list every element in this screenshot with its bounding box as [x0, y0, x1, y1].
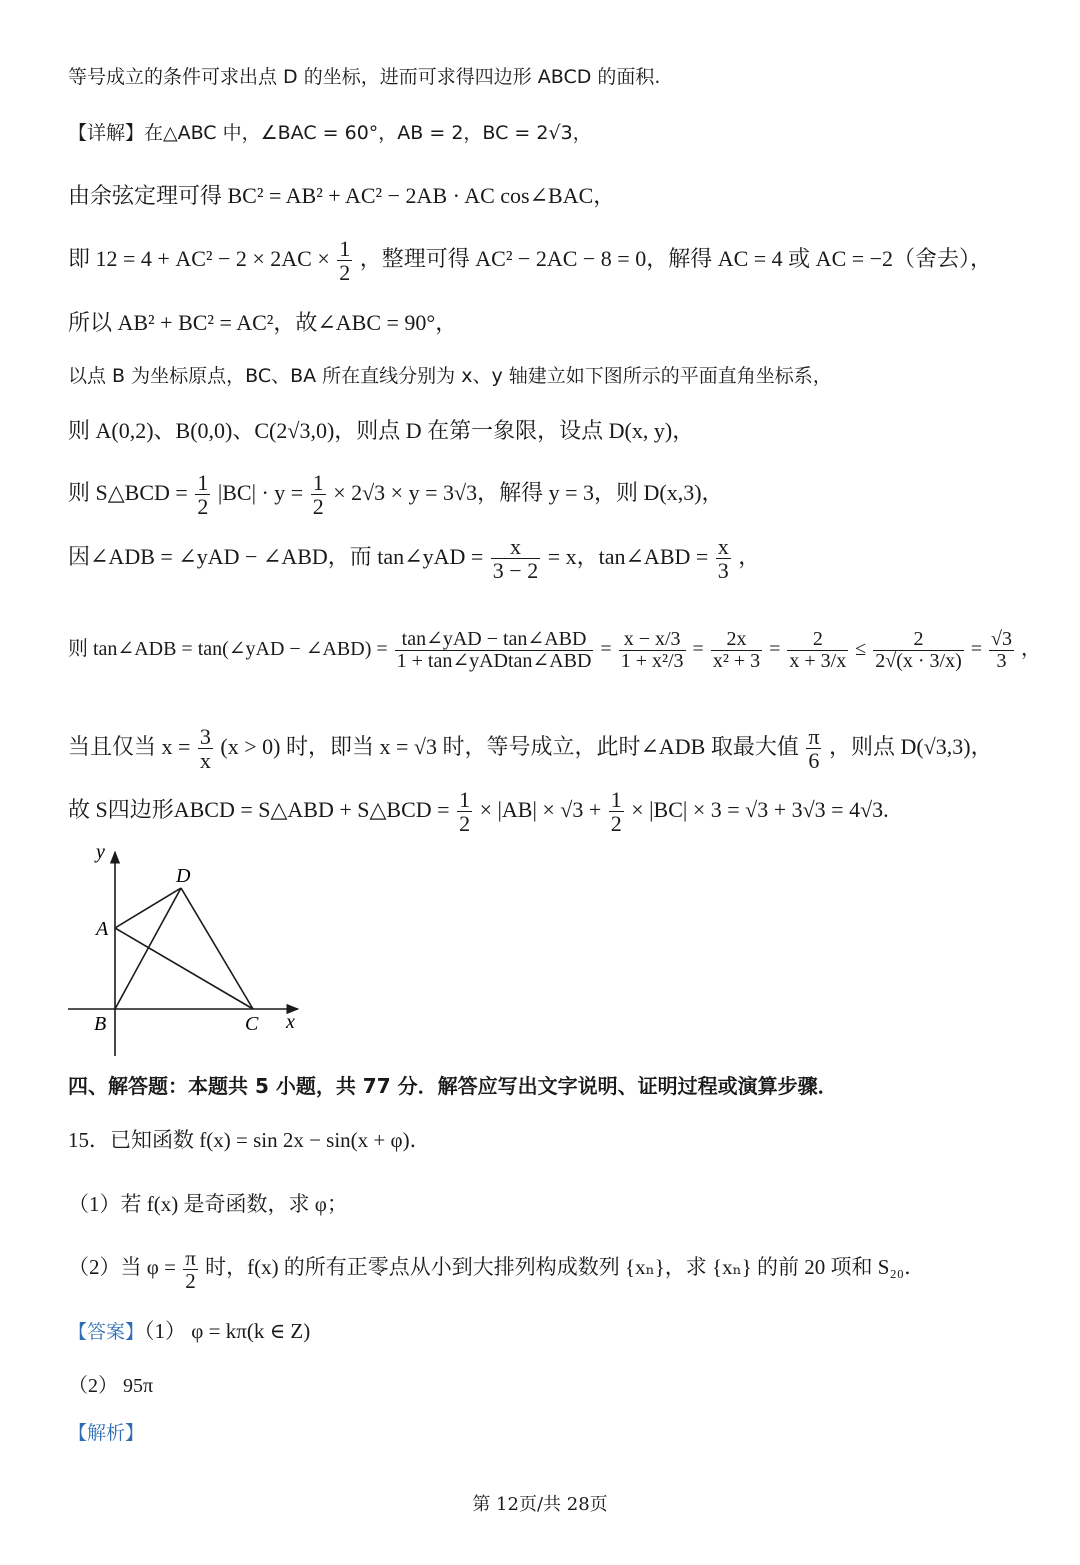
fraction-den: 2 [339, 260, 351, 286]
fraction-num: π [185, 1245, 196, 1270]
question-15-part-1: （1）若 f(x) 是奇函数，求 φ； [68, 1192, 348, 1216]
fraction-num: 2 [787, 629, 848, 651]
point-c-label: C [245, 1013, 259, 1035]
point-b-label: B [94, 1013, 107, 1035]
equals: = [600, 638, 612, 660]
fraction-num: 2 [873, 629, 964, 651]
fraction-num: x [491, 535, 540, 559]
fraction-num: 1 [339, 236, 351, 262]
segment-ac [115, 928, 253, 1009]
fraction-den: 1 + tan∠yADtan∠ABD [396, 649, 592, 672]
fraction-big [395, 629, 594, 672]
fraction-den: 3 [996, 649, 1007, 672]
text-line-11a: 当且仅当 x = [68, 734, 191, 759]
text-line-11b: (x > 0) 时，即当 x = √3 时，等号成立，此时∠ADB 取最大值 [220, 734, 799, 759]
fraction-step1 [619, 629, 686, 672]
fraction-half [337, 237, 352, 284]
equals: = [692, 638, 704, 660]
fraction-step2 [711, 629, 762, 672]
fraction-num: 1 [610, 787, 622, 813]
leq-sign: ≤ [855, 638, 867, 660]
fraction-den: 1 + x²/3 [620, 649, 684, 672]
answer-line [68, 1316, 310, 1347]
answer-2: （2） 95π [68, 1375, 154, 1397]
text-line-12a: 故 S四边形ABCD = S△ABD + S△BCD = [68, 797, 450, 822]
fraction-pi-6 [806, 725, 821, 772]
text-line-8 [68, 466, 724, 520]
fraction-den: 2 [312, 494, 324, 520]
fraction-num: 1 [197, 470, 209, 496]
fraction-step4 [873, 629, 964, 672]
fraction-den: 2 [459, 811, 471, 837]
fraction-den: 3 − 2 [492, 558, 539, 584]
fraction-three-over-x [198, 725, 213, 772]
fraction-result [989, 629, 1014, 672]
text-line-8a: 则 S△BCD = [68, 480, 188, 505]
text-line-12b: × |AB| × √3 + [479, 797, 602, 822]
section-heading: 四、解答题：本题共 5 小题，共 77 分．解答应写出文字说明、证明过程或演算步骤． [68, 1074, 838, 1098]
fraction-tan-yad [491, 535, 540, 582]
answer-label: 【答案】 [68, 1321, 145, 1343]
fraction-num: √3 [991, 627, 1012, 650]
text-line-7: 则 A(0,2)、B(0,0)、C(2√3,0)，则点 D 在第一象限，设点 D(x, y)， [68, 418, 695, 443]
fraction-step3 [787, 629, 848, 672]
fraction-den: x + 3/x [789, 649, 847, 672]
text-line-4a: 即 12 = 4 + AC² − 2 × 2AC × [68, 246, 330, 271]
text-line-12 [68, 783, 889, 837]
question-15-part-2 [68, 1240, 925, 1294]
fraction-half [311, 471, 326, 518]
fraction-den: x² + 3 [712, 649, 761, 672]
fraction-num: x − x/3 [619, 629, 686, 651]
answer-1: （1） φ = kπ(k ∈ Z) [144, 1319, 311, 1343]
y-axis-label: y [96, 841, 105, 863]
text-line-8c: × 2√3 × y = 3√3，解得 y = 3，则 D(x,3)， [333, 480, 724, 505]
x-axis-label: x [286, 1011, 295, 1033]
fraction-pi-2 [183, 1247, 198, 1292]
fraction-den: 2 [185, 1268, 196, 1293]
question-15: 15．已知函数 f(x) = sin 2x − sin(x + φ)． [68, 1128, 431, 1152]
text-line-2: 【详解】在△ABC 中，∠BAC = 60°，AB = 2，BC = 2√3， [68, 122, 592, 144]
fraction-half [195, 471, 210, 518]
text-line-3: 由余弦定理可得 BC² = AB² + AC² − 2AB · AC cos∠BAC， [68, 183, 616, 208]
fraction-num: 1 [459, 787, 471, 813]
text-line-12c: × |BC| × 3 = √3 + 3√3 = 4√3. [631, 797, 889, 822]
fraction-num: 1 [312, 470, 324, 496]
equals: = [970, 638, 983, 660]
fraction-den: 2 [610, 811, 622, 837]
fraction-den: x [199, 748, 211, 774]
point-d-label: D [176, 865, 191, 887]
text-line-9 [68, 530, 760, 584]
text-line-11c: ，则点 D(√3,3)， [828, 734, 993, 759]
page-footer: 第 12页/共 28页 [472, 1494, 608, 1515]
fraction-half [457, 788, 472, 835]
question-15-part-2b: 时，f(x) 的所有正零点从小到大排列构成数列 {xₙ}，求 {xₙ} 的前 20 项和 S₂₀． [205, 1255, 926, 1279]
segment-ad [115, 888, 181, 928]
segment-bd [115, 888, 181, 1009]
fraction-half [609, 788, 624, 835]
segment-dc [181, 888, 253, 1009]
text-line-10a: 则 tan∠ADB = tan(∠yAD − ∠ABD) = [68, 638, 388, 660]
fraction-x-over-3 [716, 535, 731, 582]
point-a-label: A [96, 918, 109, 940]
coordinate-figure [60, 838, 310, 1060]
text-line-11 [68, 720, 993, 774]
fraction-num: x [717, 534, 729, 560]
text-line-6: 以点 B 为坐标原点，BC、BA 所在直线分别为 x、y 轴建立如下图所示的平面直角坐标系， [68, 365, 832, 387]
text-line-8b: |BC| · y = [217, 480, 304, 505]
analysis-label: 【解析】 [68, 1422, 145, 1444]
fraction-num: 2x [711, 629, 762, 651]
text-line-4b: ，整理可得 AC² − 2AC − 8 = 0，解得 AC = 4 或 AC = −2（舍去）， [359, 246, 993, 271]
fraction-den: 3 [717, 558, 729, 584]
equals: = [769, 638, 781, 660]
text-line-9c: ， [738, 544, 761, 569]
text-line-10c: ， [1021, 638, 1041, 660]
fraction-num: tan∠yAD − tan∠ABD [395, 629, 594, 651]
text-line-9b: = x，tan∠ABD = [547, 544, 709, 569]
fraction-den: 2√(x · 3/x) [875, 649, 962, 672]
fraction-num: 3 [199, 724, 211, 750]
text-line-9a: 因∠ADB = ∠yAD − ∠ABD，而 tan∠yAD = [68, 544, 484, 569]
fraction-den: 2 [197, 494, 209, 520]
text-line-10 [68, 612, 1041, 686]
fraction-num: π [808, 724, 820, 750]
question-15-part-2a: （2）当 φ = [68, 1255, 176, 1279]
text-line-5: 所以 AB² + BC² = AC²，故∠ABC = 90°， [68, 310, 458, 335]
text-line-4 [68, 232, 992, 286]
text-line-1: 等号成立的条件可求出点 D 的坐标，进而可求得四边形 ABCD 的面积. [68, 66, 661, 88]
fraction-den: 6 [808, 748, 820, 774]
